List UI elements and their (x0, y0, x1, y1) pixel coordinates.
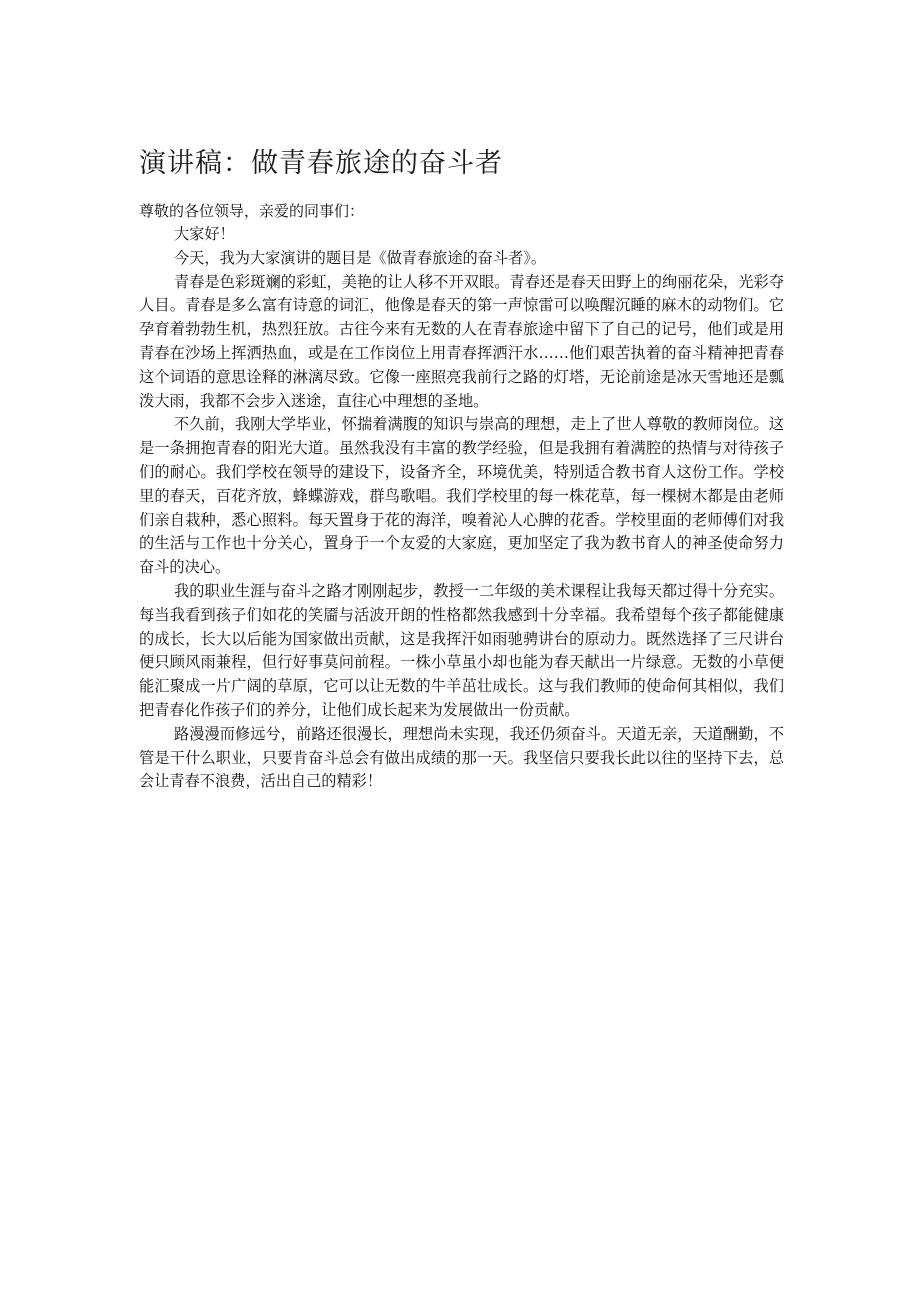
paragraph-conclusion: 路漫漫而修远兮，前路还很漫长，理想尚未实现，我还仍须奋斗。天道无亲，天道酬勤，不管是干什么职业，只要肯奋斗总会有做出成绩的那一天。我坚信只要我长此以往的坚持下去，总会让青春不浪费，活出自己的精彩！ (139, 724, 784, 791)
paragraph-greeting: 大家好！ (173, 225, 235, 243)
paragraph-topic: 今天，我为大家演讲的题目是《做青春旅途的奋斗者》。 (173, 248, 547, 267)
paragraph-youth: 青春是色彩斑斓的彩虹，美艳的让人移不开双眼。青春还是春天田野上的绚丽花朵，光彩夺人目。青春是多么富有诗意的词汇，他像是春天的第一声惊雷可以唤醒沉睡的麻木的动物们。它孕育着勃勃生机，热烈狂放。古往今来有无数的人在青春旅途中留下了自己的记号，他们或是用青春在沙场上挥洒热血，或是在工作岗位上用青春挥洒汗水……他们艰苦执着的奋斗精神把青春这个词语的意思诠释的淋漓尽致。它像一座照亮我前行之路的灯塔，无论前途是冰天雪地还是瓢泼大雨，我都不会步入迷途，直往心中理想的圣地。 (139, 272, 784, 410)
document-body (139, 146, 784, 794)
paragraph-career: 我的职业生涯与奋斗之路才刚刚起步，教授一二年级的美术课程让我每天都过得十分充实。每当我看到孩子们如花的笑靥与活波开朗的性格都然我感到十分幸福。我希望每个孩子都能健康的成长，长大以后能为国家做出贡献，这是我挥汗如雨驰骋讲台的原动力。既然选择了三尺讲台便只顾风雨兼程，但行好事莫问前程。一株小草虽小却也能为春天献出一片绿意。无数的小草便能汇聚成一片广阔的草原，它可以让无数的牛羊茁壮成长。这与我们教师的使命何其相似，我们把青春化作孩子们的养分，让他们成长起来为发展做出一份贡献。 (139, 581, 784, 719)
salutation: 尊敬的各位领导，亲爱的同事们： (139, 202, 365, 220)
page-title: 演讲稿：做青春旅途的奋斗者 (139, 148, 503, 179)
paragraph-school: 不久前，我刚大学毕业，怀揣着满腹的知识与崇高的理想，走上了世人尊敬的教师岗位。这是一条拥抱青春的阳光大道。虽然我没有丰富的教学经验，但是我拥有着满腔的热情与对待孩子们的耐心。我们学校在领导的建设下，设备齐全，环境优美，特别适合教书育人这份工作。学校里的春天，百花齐放，蜂蝶游戏，群鸟歌唱。我们学校里的每一株花草，每一棵树木都是由老师们亲自栽种，悉心照料。每天置身于花的海洋，嗅着沁人心脾的花香。学校里面的老师傅们对我的生活与工作也十分关心，置身于一个友爱的大家庭，更加坚定了我为教书育人的神圣使命努力奋斗的决心。 (139, 415, 784, 577)
